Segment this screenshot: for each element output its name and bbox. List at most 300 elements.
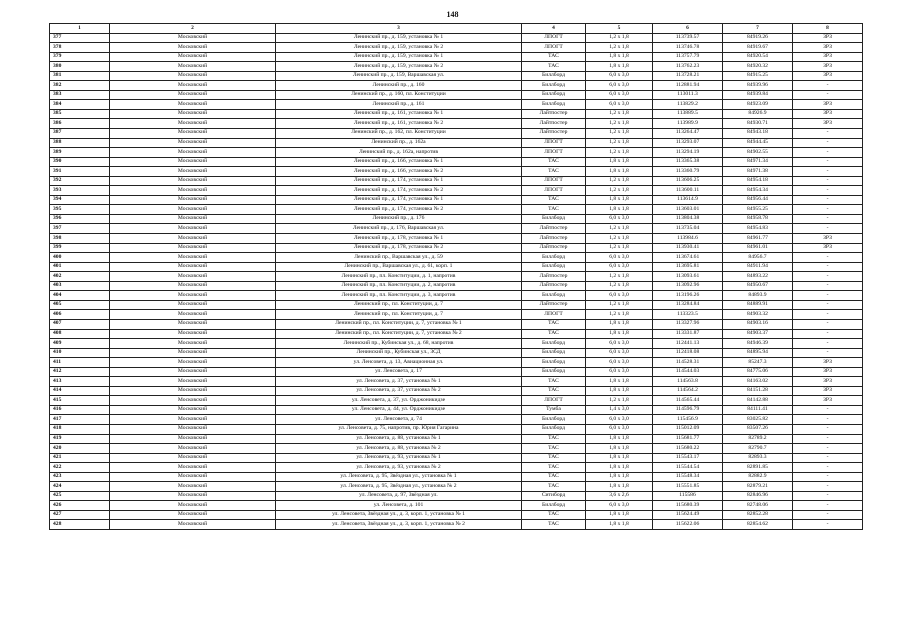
cell-size: 1,2 х 1,8 [586, 129, 653, 139]
table-row [50, 510, 863, 520]
cell-construction-type: ТАС [522, 463, 586, 473]
cell-address: ул. Ленсовета, д. 37, ул. Орджоникидзе [276, 396, 522, 406]
table-row [50, 444, 863, 454]
cell-zone: - [793, 272, 863, 282]
cell-construction-type: ЛПОГТ [522, 396, 586, 406]
cell-construction-type: Биллборд [522, 71, 586, 81]
cell-coord-y: 84920.32 [723, 62, 793, 72]
cell-construction-type: Биллборд [522, 262, 586, 272]
cell-size: 1,8 х 1,8 [586, 463, 653, 473]
cell-zone: - [793, 444, 863, 454]
cell-district: Московский [110, 472, 276, 482]
cell-coord-y: 82790.7 [723, 444, 793, 454]
cell-coord-x: 115680.39 [653, 501, 723, 511]
cell-row-number: 421 [50, 453, 110, 463]
table-row [50, 43, 863, 53]
cell-district: Московский [110, 367, 276, 377]
cell-coord-y: 82852.28 [723, 510, 793, 520]
cell-zone: - [793, 415, 863, 425]
cell-zone: ЗРЗ [793, 52, 863, 62]
cell-district: Московский [110, 405, 276, 415]
cell-size: 1,2 х 1,8 [586, 310, 653, 320]
cell-address: Ленинский пр., пл. Конституции, д. 1, напротив [276, 272, 522, 282]
cell-district: Московский [110, 33, 276, 43]
cell-row-number: 382 [50, 81, 110, 91]
cell-coord-x: 113889.5 [653, 109, 723, 119]
table-row [50, 62, 863, 72]
cell-coord-y: 84903.32 [723, 310, 793, 320]
table-row [50, 129, 863, 139]
cell-zone: ЗРЗ [793, 62, 863, 72]
cell-zone: ЗРЗ [793, 234, 863, 244]
cell-address: Ленинский пр., д. 159, установка № 2 [276, 43, 522, 53]
cell-row-number: 384 [50, 100, 110, 110]
cell-zone: - [793, 482, 863, 492]
cell-zone: - [793, 453, 863, 463]
cell-coord-y: 84919.67 [723, 43, 793, 53]
cell-row-number: 401 [50, 262, 110, 272]
cell-row-number: 420 [50, 444, 110, 454]
cell-coord-y: 85247.3 [723, 358, 793, 368]
cell-row-number: 407 [50, 319, 110, 329]
cell-construction-type: ТАС [522, 472, 586, 482]
cell-zone: ЗРЗ [793, 33, 863, 43]
cell-coord-y: 84163.02 [723, 377, 793, 387]
cell-row-number: 386 [50, 119, 110, 129]
table-row [50, 52, 863, 62]
cell-district: Московский [110, 224, 276, 234]
table-row [50, 329, 863, 339]
cell-district: Московский [110, 157, 276, 167]
cell-construction-type: ТАС [522, 205, 586, 215]
cell-row-number: 404 [50, 291, 110, 301]
cell-row-number: 428 [50, 520, 110, 530]
cell-coord-x: 113365.38 [653, 157, 723, 167]
cell-row-number: 410 [50, 348, 110, 358]
cell-coord-x: 115586 [653, 491, 723, 501]
cell-coord-x: 113331.87 [653, 329, 723, 339]
table-row [50, 176, 863, 186]
cell-address: Ленинский пр., пл. Конституции, д. 2, напротив [276, 281, 522, 291]
cell-row-number: 377 [50, 33, 110, 43]
table-row [50, 520, 863, 530]
cell-zone: - [793, 186, 863, 196]
cell-coord-y: 84923.09 [723, 100, 793, 110]
cell-size: 1,8 х 1,8 [586, 157, 653, 167]
column-header-5: 5 [586, 24, 653, 34]
table-row [50, 81, 863, 91]
cell-row-number: 409 [50, 339, 110, 349]
cell-zone: - [793, 224, 863, 234]
cell-district: Московский [110, 148, 276, 158]
cell-row-number: 411 [50, 358, 110, 368]
cell-construction-type: ТАС [522, 377, 586, 387]
cell-coord-y: 84930.71 [723, 119, 793, 129]
table-row [50, 472, 863, 482]
cell-row-number: 391 [50, 167, 110, 177]
cell-size: 1,8 х 1,8 [586, 62, 653, 72]
cell-zone: - [793, 501, 863, 511]
cell-coord-x: 113762.23 [653, 62, 723, 72]
cell-coord-y: 82748.06 [723, 501, 793, 511]
table-row [50, 195, 863, 205]
table-row [50, 424, 863, 434]
cell-size: 1,2 х 1,8 [586, 243, 653, 253]
column-header-3: 3 [276, 24, 522, 34]
cell-coord-x: 113606.25 [653, 176, 723, 186]
cell-row-number: 378 [50, 43, 110, 53]
cell-coord-x: 113264.47 [653, 129, 723, 139]
cell-construction-type: Биллборд [522, 424, 586, 434]
cell-row-number: 398 [50, 234, 110, 244]
cell-district: Московский [110, 100, 276, 110]
cell-coord-x: 113293.07 [653, 138, 723, 148]
cell-coord-y: 84946.39 [723, 339, 793, 349]
cell-district: Московский [110, 138, 276, 148]
cell-zone: - [793, 167, 863, 177]
cell-size: 6,0 х 3,0 [586, 90, 653, 100]
cell-address: Ленинский пр., д. 159, установка № 1 [276, 52, 522, 62]
cell-coord-y: 82893.3 [723, 453, 793, 463]
table-row [50, 415, 863, 425]
cell-construction-type: Биллборд [522, 339, 586, 349]
cell-district: Московский [110, 90, 276, 100]
cell-coord-x: 115543.17 [653, 453, 723, 463]
cell-address: Ленинский пр., д. 176 [276, 214, 522, 224]
cell-row-number: 424 [50, 482, 110, 492]
table-row [50, 281, 863, 291]
cell-construction-type: ТАС [522, 482, 586, 492]
cell-row-number: 383 [50, 90, 110, 100]
cell-coord-y: 84915.25 [723, 71, 793, 81]
table-row [50, 234, 863, 244]
cell-zone: - [793, 157, 863, 167]
cell-address: Ленинский пр., д. 159, установка № 2 [276, 62, 522, 72]
cell-zone: ЗРЗ [793, 109, 863, 119]
cell-district: Московский [110, 167, 276, 177]
cell-row-number: 399 [50, 243, 110, 253]
cell-coord-y: 82846.96 [723, 491, 793, 501]
cell-size: 1,2 х 1,8 [586, 272, 653, 282]
table-row [50, 148, 863, 158]
cell-zone: - [793, 195, 863, 205]
cell-size: 6,0 х 3,0 [586, 291, 653, 301]
cell-coord-x: 113746.78 [653, 43, 723, 53]
cell-construction-type: ТАС [522, 52, 586, 62]
cell-zone: - [793, 329, 863, 339]
cell-construction-type: Тумба [522, 405, 586, 415]
cell-construction-type: ТАС [522, 434, 586, 444]
cell-construction-type: ТАС [522, 510, 586, 520]
cell-district: Московский [110, 176, 276, 186]
cell-size: 6,0 х 3,0 [586, 214, 653, 224]
cell-construction-type: Биллборд [522, 81, 586, 91]
cell-district: Московский [110, 62, 276, 72]
cell-construction-type: ЛПОГТ [522, 138, 586, 148]
cell-construction-type: Лайтпостер [522, 281, 586, 291]
cell-address: Ленинский пр., д. 174, установка № 1 [276, 195, 522, 205]
cell-address: ул. Ленсовета, Звёздная ул., д. 3, корп. 1, установка № 2 [276, 520, 522, 530]
cell-address: Ленинский пр., д. 176, Варшавская ул. [276, 224, 522, 234]
cell-district: Московский [110, 424, 276, 434]
cell-zone: ЗРЗ [793, 386, 863, 396]
cell-construction-type: ТАС [522, 444, 586, 454]
cell-coord-x: 113092.96 [653, 281, 723, 291]
cell-zone: - [793, 291, 863, 301]
cell-zone: - [793, 339, 863, 349]
cell-coord-y: 84142.88 [723, 396, 793, 406]
cell-address: Ленинский пр., пл. Конституции, д. 7, установка № 1 [276, 319, 522, 329]
cell-district: Московский [110, 119, 276, 129]
cell-coord-y: 84893.9 [723, 291, 793, 301]
cell-coord-y: 84955.25 [723, 205, 793, 215]
cell-coord-x: 113284.84 [653, 300, 723, 310]
cell-district: Московский [110, 52, 276, 62]
cell-address: ул. Ленсовета, д. 37, установка № 1 [276, 377, 522, 387]
cell-coord-y: 84961.01 [723, 243, 793, 253]
cell-construction-type: Лайтпостер [522, 109, 586, 119]
cell-district: Московский [110, 43, 276, 53]
cell-construction-type: Биллборд [522, 367, 586, 377]
cell-address: ул. Ленсовета, д. 88, установка № 2 [276, 444, 522, 454]
cell-construction-type: ЛПОГТ [522, 176, 586, 186]
cell-district: Московский [110, 195, 276, 205]
cell-size: 1,8 х 1,8 [586, 329, 653, 339]
cell-size: 1,8 х 1,8 [586, 195, 653, 205]
table-row [50, 109, 863, 119]
cell-address: Ленинский пр., д. 178, установка № 2 [276, 243, 522, 253]
cell-coord-y: 84893.22 [723, 272, 793, 282]
cell-size: 6,0 х 3,0 [586, 367, 653, 377]
cell-address: Ленинский пр., д. 174, установка № 1 [276, 176, 522, 186]
table-row [50, 463, 863, 473]
column-header-2: 2 [110, 24, 276, 34]
cell-size: 1,2 х 1,8 [586, 138, 653, 148]
cell-coord-y: 84926.9 [723, 109, 793, 119]
cell-zone: - [793, 472, 863, 482]
cell-coord-x: 115622.06 [653, 520, 723, 530]
table-row [50, 90, 863, 100]
cell-size: 1,2 х 1,8 [586, 148, 653, 158]
cell-size: 6,0 х 3,0 [586, 348, 653, 358]
cell-size: 6,0 х 3,0 [586, 71, 653, 81]
cell-coord-y: 84939.96 [723, 81, 793, 91]
cell-size: 6,0 х 3,0 [586, 415, 653, 425]
cell-zone: - [793, 148, 863, 158]
cell-coord-x: 113804.38 [653, 214, 723, 224]
table-row [50, 33, 863, 43]
table-row [50, 348, 863, 358]
cell-coord-x: 113327.96 [653, 319, 723, 329]
cell-zone: - [793, 138, 863, 148]
cell-construction-type: Лайтпостер [522, 119, 586, 129]
cell-district: Московский [110, 262, 276, 272]
table-row [50, 272, 863, 282]
cell-district: Московский [110, 272, 276, 282]
cell-coord-y: 84943.18 [723, 129, 793, 139]
cell-address: Ленинский пр., пл. Конституции, д. 7, установка № 2 [276, 329, 522, 339]
cell-zone: - [793, 520, 863, 530]
cell-district: Московский [110, 291, 276, 301]
cell-zone: ЗРЗ [793, 358, 863, 368]
cell-row-number: 418 [50, 424, 110, 434]
cell-address: Ленинский пр., д. 178, установка № 1 [276, 234, 522, 244]
cell-construction-type: Биллборд [522, 501, 586, 511]
cell-district: Московский [110, 300, 276, 310]
cell-address: Ленинский пр., д. 161 [276, 100, 522, 110]
table-row [50, 262, 863, 272]
cell-address: ул. Ленсовета, д. 97, Звёздная ул. [276, 491, 522, 501]
cell-row-number: 395 [50, 205, 110, 215]
cell-address: Ленинский пр., пл. Конституции, д. 3, напротив [276, 291, 522, 301]
cell-address: ул. Ленсовета, д. 93, установка № 1 [276, 453, 522, 463]
cell-address: Ленинский пр., Кубинская ул., ЗСД [276, 348, 522, 358]
cell-coord-x: 114528.31 [653, 358, 723, 368]
cell-district: Московский [110, 109, 276, 119]
cell-construction-type: Биллборд [522, 214, 586, 224]
column-header-4: 4 [522, 24, 586, 34]
cell-zone: - [793, 348, 863, 358]
cell-district: Московский [110, 234, 276, 244]
cell-size: 1,8 х 1,8 [586, 510, 653, 520]
cell-size: 1,2 х 1,8 [586, 43, 653, 53]
cell-construction-type: ТАС [522, 157, 586, 167]
cell-row-number: 403 [50, 281, 110, 291]
cell-zone: - [793, 253, 863, 263]
cell-address: Ленинский пр., д. 174, установка № 2 [276, 205, 522, 215]
cell-construction-type: Ситиборд [522, 491, 586, 501]
cell-address: Ленинский пр., д. 159, установка № 1 [276, 33, 522, 43]
cell-zone: - [793, 310, 863, 320]
cell-coord-y: 84775.06 [723, 367, 793, 377]
cell-row-number: 385 [50, 109, 110, 119]
cell-coord-y: 84954.34 [723, 186, 793, 196]
cell-construction-type: Лайтпостер [522, 224, 586, 234]
table-row [50, 491, 863, 501]
cell-district: Московский [110, 329, 276, 339]
cell-coord-y: 84956.7 [723, 253, 793, 263]
cell-zone: - [793, 81, 863, 91]
cell-zone: - [793, 434, 863, 444]
cell-zone: - [793, 214, 863, 224]
cell-construction-type: Лайтпостер [522, 234, 586, 244]
cell-size: 1,2 х 1,8 [586, 109, 653, 119]
cell-construction-type: ТАС [522, 195, 586, 205]
cell-construction-type: ЛПОГТ [522, 310, 586, 320]
table-row [50, 100, 863, 110]
table-row [50, 214, 863, 224]
cell-construction-type: Лайтпостер [522, 300, 586, 310]
cell-size: 6,0 х 3,0 [586, 358, 653, 368]
cell-coord-x: 115456.9 [653, 415, 723, 425]
cell-coord-x: 113930.41 [653, 243, 723, 253]
cell-row-number: 396 [50, 214, 110, 224]
cell-district: Московский [110, 482, 276, 492]
cell-row-number: 400 [50, 253, 110, 263]
cell-coord-y: 82882.9 [723, 472, 793, 482]
table-row [50, 253, 863, 263]
cell-construction-type: Биллборд [522, 291, 586, 301]
cell-address: ул. Ленсовета, д. 37, установка № 2 [276, 386, 522, 396]
cell-address: Ленинский пр., д. 162а, напротив [276, 148, 522, 158]
cell-coord-y: 84889.91 [723, 300, 793, 310]
cell-row-number: 380 [50, 62, 110, 72]
cell-zone: ЗРЗ [793, 243, 863, 253]
cell-zone: - [793, 205, 863, 215]
cell-zone: - [793, 129, 863, 139]
cell-size: 1,2 х 1,8 [586, 396, 653, 406]
cell-construction-type: ТАС [522, 386, 586, 396]
cell-zone: ЗРЗ [793, 43, 863, 53]
table-row [50, 186, 863, 196]
cell-address: ул. Ленсовета, Звёздная ул., д. 3, корп. 1, установка № 1 [276, 510, 522, 520]
cell-size: 3,6 х 2,6 [586, 491, 653, 501]
table-row [50, 119, 863, 129]
cell-coord-y: 82789.2 [723, 434, 793, 444]
cell-zone: - [793, 90, 863, 100]
cell-row-number: 394 [50, 195, 110, 205]
cell-coord-x: 115012.09 [653, 424, 723, 434]
cell-coord-x: 113757.79 [653, 52, 723, 62]
cell-address: ул. Ленсовета, д. 74 [276, 415, 522, 425]
table-row [50, 224, 863, 234]
cell-address: Ленинский пр., Кубинская ул., д. 68, напротив [276, 339, 522, 349]
cell-coord-y: 84911.94 [723, 262, 793, 272]
cell-row-number: 406 [50, 310, 110, 320]
cell-coord-x: 113984.6 [653, 234, 723, 244]
cell-row-number: 387 [50, 129, 110, 139]
cell-size: 1,2 х 1,8 [586, 119, 653, 129]
cell-coord-x: 115548.34 [653, 472, 723, 482]
cell-row-number: 390 [50, 157, 110, 167]
cell-address: Ленинский пр., д. 160, пл. Конституции [276, 90, 522, 100]
cell-district: Московский [110, 281, 276, 291]
cell-district: Московский [110, 415, 276, 425]
cell-construction-type: ТАС [522, 319, 586, 329]
cell-address: ул. Ленсовета, д. 88, установка № 1 [276, 434, 522, 444]
cell-row-number: 405 [50, 300, 110, 310]
cell-address: ул. Ленсовета, д. 17 [276, 367, 522, 377]
cell-address: ул. Ленсовета, д. 93, установка № 2 [276, 463, 522, 473]
table-row [50, 501, 863, 511]
cell-district: Московский [110, 319, 276, 329]
cell-construction-type: Лайтпостер [522, 243, 586, 253]
cell-row-number: 388 [50, 138, 110, 148]
cell-coord-y: 84956.44 [723, 195, 793, 205]
column-header-6: 6 [653, 24, 723, 34]
cell-row-number: 379 [50, 52, 110, 62]
cell-size: 1,2 х 1,8 [586, 281, 653, 291]
cell-row-number: 381 [50, 71, 110, 81]
table-row [50, 300, 863, 310]
cell-district: Московский [110, 386, 276, 396]
cell-row-number: 417 [50, 415, 110, 425]
cell-size: 1,8 х 1,8 [586, 482, 653, 492]
cell-construction-type: ЛПОГТ [522, 186, 586, 196]
cell-coord-y: 84919.26 [723, 33, 793, 43]
cell-size: 6,0 х 3,0 [586, 81, 653, 91]
cell-district: Московский [110, 358, 276, 368]
cell-address: Ленинский пр., пл. Конституции, д. 7 [276, 300, 522, 310]
cell-district: Московский [110, 253, 276, 263]
table-header-row [50, 24, 863, 34]
cell-district: Московский [110, 434, 276, 444]
cell-coord-y: 84939.84 [723, 90, 793, 100]
cell-row-number: 425 [50, 491, 110, 501]
cell-coord-x: 113603.01 [653, 205, 723, 215]
cell-construction-type: ЛПОГТ [522, 43, 586, 53]
cell-construction-type: ТАС [522, 329, 586, 339]
